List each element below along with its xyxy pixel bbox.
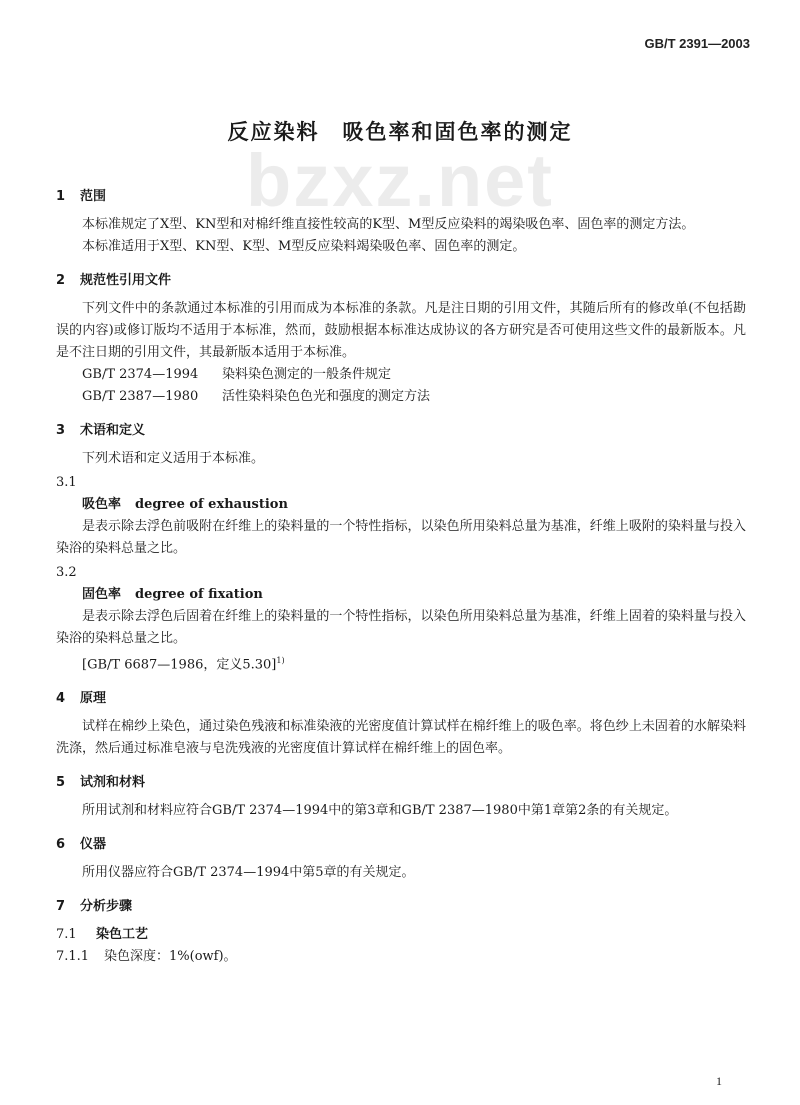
- subsection-number: 3.1: [56, 475, 77, 490]
- section-heading-7: 7 分析步骤: [56, 899, 133, 915]
- paragraph: 本标准适用于X型、KN型、K型、M型反应染料竭染吸色率、固色率的测定。: [82, 239, 526, 254]
- term-heading: 固色率 degree of fixation: [82, 587, 263, 602]
- page-number: 1: [716, 1074, 722, 1088]
- paragraph: 本标准规定了X型、KN型和对棉纤维直接性较高的K型、M型反应染料的竭染吸色率、固色率的测定方法。: [82, 217, 695, 232]
- section-heading-6: 6 仪器: [56, 837, 107, 853]
- document-body: [56, 180, 746, 968]
- subsection-heading: 7.1 染色工艺: [56, 927, 149, 943]
- reference-item: GB/T 2387—1980 活性染料染色色光和强度的测定方法: [82, 389, 431, 404]
- term-source: [GB/T 6687—1986，定义5.30]$^{1)}$: [82, 656, 285, 673]
- section-heading-5: 5 试剂和材料: [56, 775, 146, 791]
- section-heading-4: 4 原理: [56, 691, 107, 707]
- paragraph: 所用仪器应符合GB/T 2374—1994中第5章的有关规定。: [82, 865, 415, 881]
- paragraph: 下列术语和定义适用于本标准。: [82, 451, 265, 466]
- reference-item: GB/T 2374—1994 染料染色测定的一般条件规定: [82, 367, 392, 382]
- term-definition: 是表示除去浮色后固着在纤维上的染料量的一个特性指标，以染色所用染料总量为基准，纤维上固着的染料量与投入染浴的染料总量之比。: [56, 609, 746, 646]
- document-title: 反应染料 吸色率和固色率的测定: [227, 120, 573, 144]
- paragraph: 下列文件中的条款通过本标准的引用而成为本标准的条款。凡是注日期的引用文件，其随后所有的修改单(不包括勘误的内容)或修订版均不适用于本标准，然而，鼓励根据本标准达成协议的各方研究是否可使用这些文件的最新版本。凡是不注日期的引用文件，其最新版本适用于本标准。: [56, 301, 746, 360]
- watermark: bzxz.net: [246, 139, 554, 222]
- paragraph: 所用试剂和材料应符合GB/T 2374—1994中的第3章和GB/T 2387—1980中第1章第2条的有关规定。: [82, 803, 678, 819]
- term-definition: 是表示除去浮色前吸附在纤维上的染料量的一个特性指标，以染色所用染料总量为基准，纤维上吸附的染料量与投入染浴的染料总量之比。: [56, 519, 746, 556]
- term-heading: 吸色率 degree of exhaustion: [82, 497, 288, 512]
- section-heading-2: 2 规范性引用文件: [56, 273, 172, 288]
- standard-number: GB/T 2391—2003: [644, 36, 750, 51]
- section-heading-3: 3 术语和定义: [56, 423, 146, 438]
- paragraph: 试样在棉纱上染色，通过染色残液和标准染液的光密度值计算试样在棉纤维上的吸色率。将色纱上未固着的水解染料洗涤，然后通过标准皂液与皂洗残液的光密度值计算试样在棉纤维上的固色率。: [56, 719, 746, 757]
- clause-item: 7.1.1 染色深度：1%(owf)。: [56, 949, 237, 965]
- subsection-number: 3.2: [56, 565, 77, 580]
- section-heading-1: 1 范围: [56, 189, 107, 204]
